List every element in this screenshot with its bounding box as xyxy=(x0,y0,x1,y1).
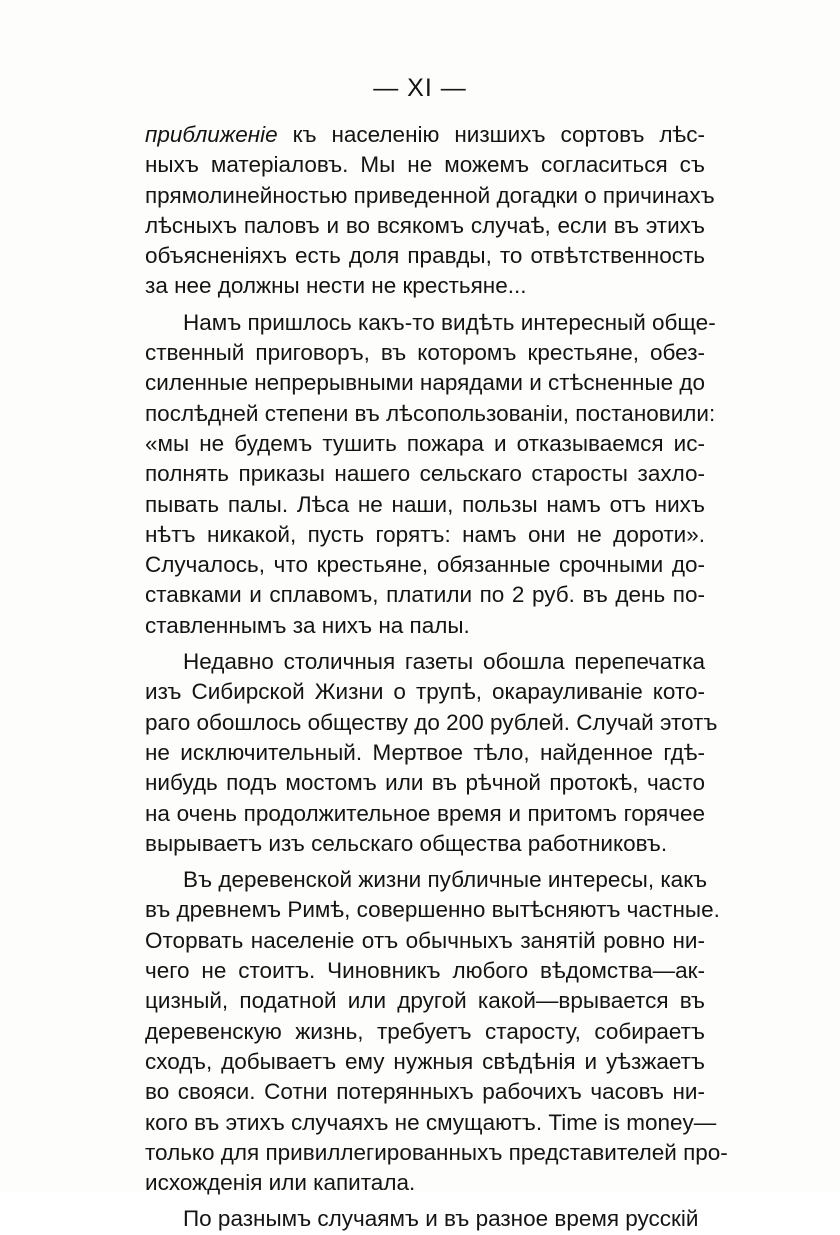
text-line: раго обошлось обществу до 200 рублей. Случай этотъ xyxy=(145,709,718,735)
text-line: ственный приговоръ, въ которомъ крестьяне, обез- xyxy=(145,340,705,366)
text-line: чего не стоитъ. Чиновникъ любого вѣдомства—ак- xyxy=(145,958,705,984)
text-line: объясненіяхъ есть доля правды, то отвѣтственность xyxy=(145,243,705,269)
text-line: По разнымъ случаямъ и въ разное время русскій xyxy=(183,1206,699,1232)
text-line: Оторвать населеніе отъ обычныхъ занятій ровно ни- xyxy=(145,927,705,953)
text-line: не исключительный. Мертвое тѣло, найденное гдѣ- xyxy=(145,739,705,765)
text-line: нѣтъ никакой, пусть горятъ: намъ они не дороти». xyxy=(145,521,705,547)
text-line: вырываетъ изъ сельскаго общества работниковъ. xyxy=(145,830,668,856)
text-line: ставками и сплавомъ, платили по 2 руб. въ день по- xyxy=(145,582,705,608)
text-line: силенные непрерывными нарядами и стѣсненные до xyxy=(145,370,706,396)
text-line: кого въ этихъ случаяхъ не смущаютъ. Time is money— xyxy=(145,1109,717,1135)
text-line: нибудь подъ мостомъ или въ рѣчной протокѣ, часто xyxy=(145,770,705,796)
text-line: прямолинейностью приведенной догадки о причинахъ xyxy=(145,182,715,208)
paragraph xyxy=(145,647,718,859)
text-line xyxy=(145,120,705,150)
text-line: въ древнемъ Римѣ, совершенно вытѣсняютъ частные. xyxy=(145,897,720,923)
text-line: цизный, податной или другой какой—врывается въ xyxy=(145,988,705,1014)
paragraph xyxy=(145,865,728,1198)
text-line: послѣдней степени въ лѣсопользованіи, постановили: xyxy=(145,400,716,426)
paragraph xyxy=(145,120,715,302)
body-text xyxy=(145,120,728,1235)
line-text: къ населенію низшихъ сортовъ лѣс- xyxy=(277,122,705,147)
text-line: изъ Сибирской Жизни о трупѣ, окарауливаніе кото- xyxy=(145,679,705,705)
text-line: Случалось, что крестьяне, обязанные срочными до- xyxy=(145,552,705,578)
paragraph xyxy=(145,308,716,641)
text-line: «мы не будемъ тушить пожара и отказываемся ис- xyxy=(145,430,705,456)
page-number: — XI — xyxy=(373,74,467,102)
paragraph xyxy=(145,1204,705,1234)
text-line: ныхъ матеріаловъ. Мы не можемъ согласиться съ xyxy=(145,152,705,178)
italic-word: приближеніе xyxy=(145,122,278,147)
text-line: Недавно столичныя газеты обошла перепечатка xyxy=(183,649,705,675)
text-line: деревенскую жизнь, требуетъ старосту, собираетъ xyxy=(145,1018,705,1044)
text-line: исхожденія или капитала. xyxy=(145,1170,416,1196)
text-line: сходъ, добываетъ ему нужныя свѣдѣнія и уѣзжаетъ xyxy=(145,1048,705,1074)
text-line: Намъ пришлось какъ-то видѣть интересный обще- xyxy=(183,309,716,335)
text-line: полнять приказы нашего сельскаго старосты захло- xyxy=(145,461,705,487)
text-line: ставленнымъ за нихъ на палы. xyxy=(145,612,470,638)
text-line: во свояси. Сотни потерянныхъ рабочихъ часовъ ни- xyxy=(145,1079,705,1105)
text-line: лѣсныхъ паловъ и во всякомъ случаѣ, если въ этихъ xyxy=(145,212,705,238)
text-line: только для привиллегированныхъ представителей про- xyxy=(145,1139,728,1165)
text-line: пывать палы. Лѣса не наши, пользы намъ отъ нихъ xyxy=(145,491,705,517)
text-line: на очень продолжительное время и притомъ горячее xyxy=(145,800,705,826)
text-line: за нее должны нести не крестьяне... xyxy=(145,273,527,299)
text-line: Въ деревенской жизни публичные интересы, какъ xyxy=(183,867,708,893)
